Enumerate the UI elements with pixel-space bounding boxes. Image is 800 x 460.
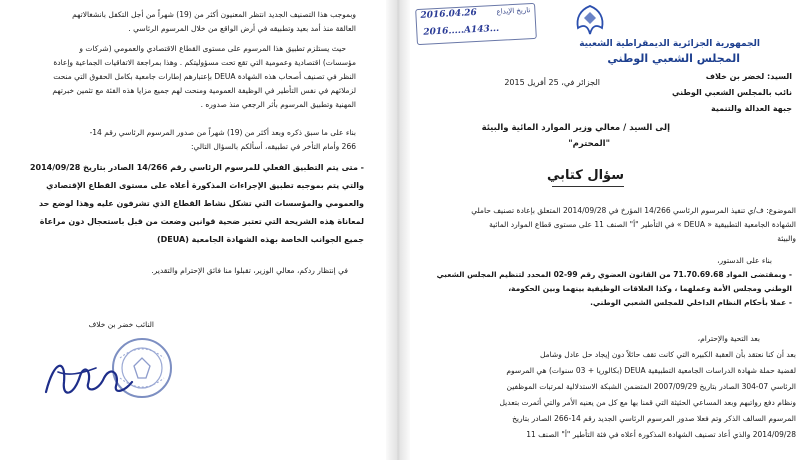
left-page <box>0 0 386 460</box>
document-title: سؤال كتابي <box>547 168 624 183</box>
stamp-number: 2016.....A143... <box>423 23 500 38</box>
basis-line: - وبمقتضى المواد 71.70.69.68 من القانون العضوي رقم 99-02 المحدد لتنظيم المجلس الشعبي <box>436 270 792 279</box>
title-underline <box>552 186 624 187</box>
question-line: والعمومي والمؤسسات التي تشكل نشاط القطاع الذي تشرفون عليه وهذا لوضع حد <box>39 199 364 208</box>
body-line: بعد التحية والإحترام، <box>697 334 760 343</box>
left-paragraph-line: المهنية وتطبيق المرسوم بأثر الرجعي منذ صدوره . <box>200 100 356 109</box>
question-line: - متى يتم التطبيق الفعلي للمرسوم الرئاسي رقم 14/266 الصادر بتاريخ 2014/09/28 <box>29 163 364 172</box>
left-paragraph-line: لزملائهم في نفس التأطير في الوظيفة العمومية ومنحت لهم جميع مزايا هذه الفئة مع تثمين خبرتهم <box>52 86 356 95</box>
question-line: والتي يتم بموجبه تطبيق الإجراءات المذكورة أعلاه على مستوى القطاع الإقتصادي <box>46 181 364 190</box>
subject-line: والبيئة <box>777 234 796 243</box>
sender-line: السيد: لخضر بن خلاف <box>705 72 792 81</box>
recipient-line: إلى السيد / معالي وزير الموارد المائية والبيئة <box>481 123 670 133</box>
assembly-header: المجلس الشعبي الوطني <box>607 52 740 65</box>
handwritten-signature <box>40 352 136 404</box>
page-gutter <box>386 0 410 460</box>
body-line: ونظام دفع رواتبهم وبعد المساعي الحثيثة التي قمنا بها مع كل من يعنيه الأمر والتي أثمرت بتعديل <box>499 398 796 407</box>
left-paragraph-line: العالقة منذ أمد بعيد وتطبيقه في أرض الواقع من خلال المرسوم الرئاسي . <box>128 24 356 33</box>
left-paragraph-line: 266 وأمام التأخر في تطبيقه، أسألكم بالسؤال التالي: <box>190 142 356 151</box>
stamp-label: تاريخ الإيداع <box>496 6 531 16</box>
left-paragraph-line: حيث يستلزم تطبيق هذا المرسوم على مستوى القطاع الاقتصادي والعمومي (شركات و <box>79 44 346 53</box>
basis-line: - عملا بأحكام النظام الداخلي للمجلس الشعبي الوطني. <box>590 298 792 307</box>
subject-line: الموضوع: ف/ي تنفيذ المرسوم الرئاسي 14/266 المؤرخ في 2014/09/28 المتعلق بإعادة تصنيف حاملي <box>471 206 796 215</box>
sender-line: جبهة العدالة والتنمية <box>711 104 792 113</box>
date-line: الجزائر في، 25 أفريل 2015 <box>504 78 600 87</box>
left-paragraph-line: النظر في تصنيف أصحاب هذه الشهادة DEUA بإعتبارهم إطارات جامعية بكامل الحقوق التي منحت <box>53 72 356 81</box>
closing-line: في إنتظار ردكم، معالي الوزير، تقبلوا منا فائق الإحترام والتقدير. <box>151 266 348 275</box>
body-line: لقضية حملة شهادة الدراسات الجامعية التطبيقية DEUA (بكالوريا + 03 سنوات) هي المرسوم <box>506 366 796 375</box>
basis-line: الوطني ومجلس الأمة وعملهما ، وكذا العلاقات الوظيفية بينهما وبين الحكومة، <box>508 284 792 293</box>
stamp-date: 2016.04.26 <box>420 7 478 21</box>
left-paragraph-line: وبموجب هذا التصنيف الجديد انتظر المعنيون أكثر من (19) شهراً من أجل التكفل بانشغالاتهم <box>72 10 356 19</box>
body-line: بعد أن كنا نعتقد بأن العقبة الكبيرة التي كانت تقف حائلاً دون إيجاد حل عادل وشامل <box>539 350 796 359</box>
subject-line: الشهادة الجامعية التطبيقية « DEUA » في التأطير "أ" الصنف 11 على مستوى قطاع الموارد المائية <box>489 220 796 229</box>
body-line: المرسوم السالف الذكر وتم فعلا صدور المرسوم الرئاسي الجديد رقم 14-266 الصادر بتاريخ <box>512 414 796 423</box>
left-paragraph-line: بناء على ما سبق ذكره وبعد أكثر من (19) شهراً من صدور المرسوم الرئاسي رقم 14- <box>89 128 356 137</box>
parliament-emblem-icon <box>570 4 610 38</box>
left-paragraph-line: مؤسسات) اقتصادية وعمومية التي تقع تحت مسؤوليتكم . وهذا بمراجعة الاتفاقيات الجماعية وإعادة <box>53 58 356 67</box>
republic-header: الجمهورية الجزائرية الديمقراطية الشعبية <box>579 39 760 49</box>
sender-line: نائب بالمجلس الشعبي الوطني <box>672 88 792 97</box>
question-line: جميع الجوانب الخاصة بهذه الشهادة الجامعية (DEUA) <box>157 235 364 244</box>
question-line: لمعاناة هذه الشريحة التي تعتبر ضحية قوانين وضعت من قبل باستعجال دون مراعاة <box>39 217 364 226</box>
body-line: 2014/09/28 والذي أعاد تصنيف الشهادة المذكورة أعلاه في فئة التأطير "أ" الصنف 11 <box>526 430 796 439</box>
registration-stamp <box>415 3 537 45</box>
respect-line: "المحترم" <box>568 139 610 149</box>
body-line: الرئاسي 07-304 الصادر بتاريخ 2007/09/29 المتضمن الشبكة الاستدلالية لمرتبات الموظفين <box>506 382 796 391</box>
right-page <box>410 0 800 460</box>
basis-line: بناء على الدستور، <box>717 256 772 265</box>
signatory-name: النائب خضر بن خلاف <box>88 320 154 329</box>
